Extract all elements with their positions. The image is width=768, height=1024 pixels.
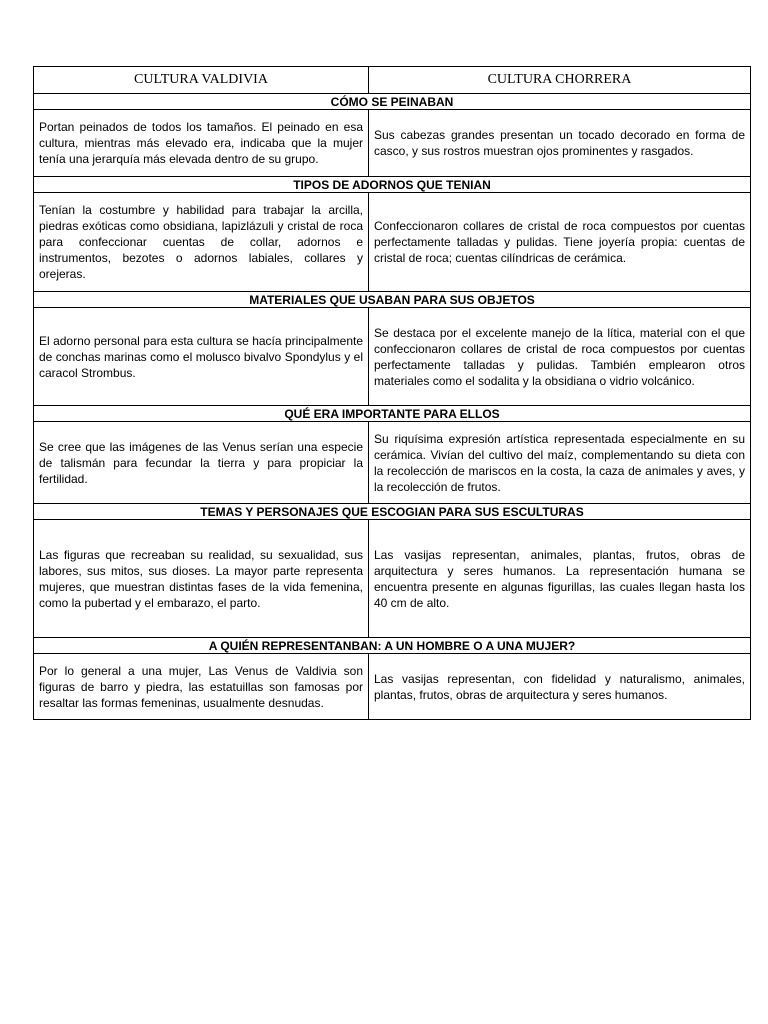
section-title-materiales: MATERIALES QUE USABAN PARA SUS OBJETOS [34,292,751,308]
content-row [34,308,751,406]
valdivia-cell-adornos: Tenían la costumbre y habilidad para trabajar la arcilla, piedras exóticas como obsidiana, lapizlázuli y cristal de roca para confeccionar cuentas de collar, adornos e instrumentos, bezotes o adornos labiales, collares y orejeras. [34,193,369,292]
chorrera-cell-materiales: Se destaca por el excelente manejo de la lítica, material con el que confeccionaron collares de cristal de roca compuestos por cuentas perfectamente talladas y pulidas. También emplearon otros materiales como el sodalita y la obsidiana o vidrio volcánico. [369,308,751,406]
content-row [34,422,751,504]
valdivia-cell-importante: Se cree que las imágenes de las Venus serían una especie de talismán para fecundar la tierra y para propiciar la fertilidad. [34,422,369,504]
section-title-temas: TEMAS Y PERSONAJES QUE ESCOGIAN PARA SUS ESCULTURAS [34,504,751,520]
chorrera-cell-peinado: Sus cabezas grandes presentan un tocado decorado en forma de casco, y sus rostros muestran ojos prominentes y rasgados. [369,110,751,177]
section-title-importante: QUÉ ERA IMPORTANTE PARA ELLOS [34,406,751,422]
section-title-row [34,406,751,422]
chorrera-cell-adornos: Confeccionaron collares de cristal de roca compuestos por cuentas perfectamente talladas y pulidas. Tiene joyería propia: cuentas de cristal de roca; cuentas cilíndricas de cerámica. [369,193,751,292]
valdivia-cell-temas: Las figuras que recreaban su realidad, su sexualidad, sus labores, sus mitos, sus dioses. La mayor parte representa mujeres, que muestran distintas fases de la vida femenina, como la pubertad y el embarazo, el parto. [34,520,369,638]
section-title-row [34,638,751,654]
content-row [34,110,751,177]
section-title-adornos: TIPOS DE ADORNOS QUE TENIAN [34,177,751,193]
section-title-representan: A QUIÉN REPRESENTANBAN: A UN HOMBRE O A UNA MUJER? [34,638,751,654]
valdivia-cell-representan: Por lo general a una mujer, Las Venus de Valdivia son figuras de barro y piedra, las estatuillas son famosas por resaltar las formas femeninas, usualmente desnudas. [34,654,369,720]
header-row [34,67,751,94]
section-title-row [34,504,751,520]
column-header-chorrera: CULTURA CHORRERA [369,67,751,94]
section-title-row [34,94,751,110]
chorrera-cell-temas: Las vasijas representan, animales, plantas, frutos, obras de arquitectura y seres humanos. La representación humana se encuentra presente en algunas figurillas, las cuales llegan hasta los 40 cm de alto. [369,520,751,638]
section-title-peinado: CÓMO SE PEINABAN [34,94,751,110]
valdivia-cell-peinado: Portan peinados de todos los tamaños. El peinado en esa cultura, mientras más elevado era, indicaba que la mujer tenía una jerarquía más elevada dentro de su grupo. [34,110,369,177]
column-header-valdivia: CULTURA VALDIVIA [34,67,369,94]
section-title-row [34,177,751,193]
valdivia-cell-materiales: El adorno personal para esta cultura se hacía principalmente de conchas marinas como el molusco bivalvo Spondylus y el caracol Strombus. [34,308,369,406]
section-title-row [34,292,751,308]
content-row [34,193,751,292]
chorrera-cell-representan: Las vasijas representan, con fidelidad y naturalismo, animales, plantas, frutos, obras de arquitectura y seres humanos. [369,654,751,720]
content-row [34,520,751,638]
comparison-table [33,66,751,720]
content-row [34,654,751,720]
chorrera-cell-importante: Su riquísima expresión artística representada especialmente en su cerámica. Vivían del cultivo del maíz, complementando su dieta con la recolección de mariscos en la costa, la caza de animales y aves, y la recolección de frutos. [369,422,751,504]
